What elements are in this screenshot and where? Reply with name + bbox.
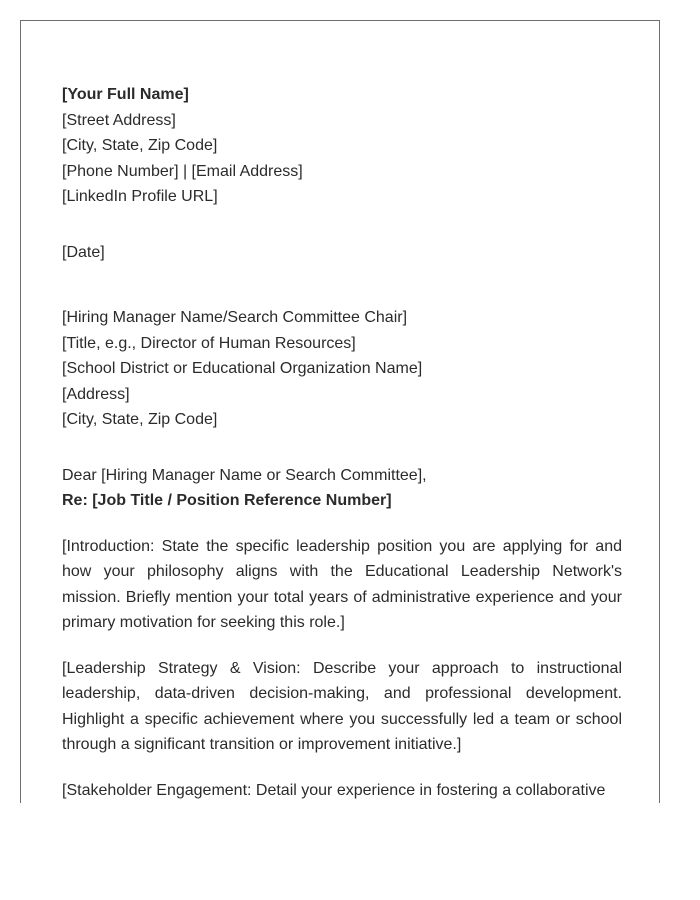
paragraph-introduction: [Introduction: State the specific leadership position you are applying for and how your philosophy aligns with the Educational Leadership Network's mission. Briefly mention your total years of administrative experience and your primary motivation for seeking this role.] bbox=[62, 537, 622, 631]
recipient-organization: [School District or Educational Organization Name] bbox=[62, 360, 423, 377]
sender-street-address: [Street Address] bbox=[62, 111, 176, 129]
paragraph-stakeholder: [Stakeholder Engagement: Detail your experience in fostering a collaborative bbox=[62, 781, 606, 799]
sender-block bbox=[62, 82, 622, 210]
recipient-name: [Hiring Manager Name/Search Committee Chair] bbox=[62, 309, 408, 326]
recipient-title: [Title, e.g., Director of Human Resources] bbox=[62, 334, 356, 352]
recipient-address: [Address] bbox=[62, 385, 130, 403]
letter-content bbox=[62, 82, 622, 803]
recipient-block bbox=[62, 305, 622, 433]
sender-linkedin: [LinkedIn Profile URL] bbox=[62, 188, 218, 205]
sender-city-state-zip: [City, State, Zip Code] bbox=[62, 137, 218, 154]
sender-full-name: [Your Full Name] bbox=[62, 86, 189, 103]
sender-phone-email: [Phone Number] | [Email Address] bbox=[62, 162, 303, 180]
subject-line: Re: [Job Title / Position Reference Number] bbox=[62, 492, 392, 509]
salutation: Dear [Hiring Manager Name or Search Committee], bbox=[62, 466, 427, 484]
paragraph-leadership: [Leadership Strategy & Vision: Describe your approach to instructional leadership, data-driven decision-making, and professional development. Highlight a specific achievement where you successfully led a team or school through a significant transition or improvement initiative.] bbox=[62, 659, 622, 753]
recipient-city-state-zip: [City, State, Zip Code] bbox=[62, 411, 218, 428]
letter-page bbox=[20, 20, 660, 803]
letter-date: [Date] bbox=[62, 243, 105, 261]
